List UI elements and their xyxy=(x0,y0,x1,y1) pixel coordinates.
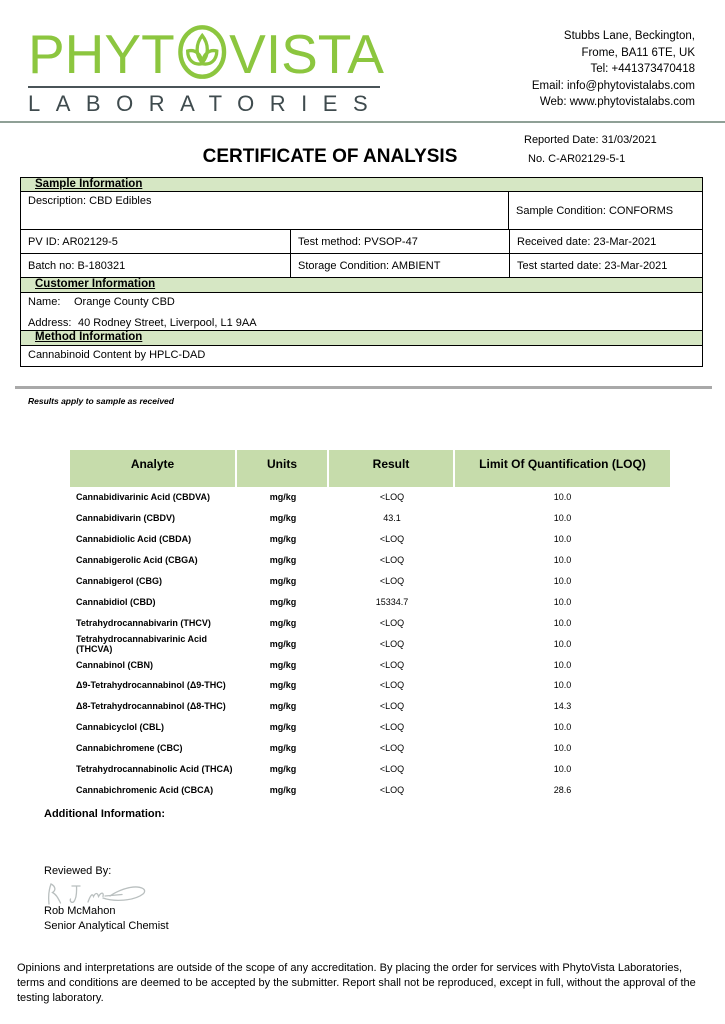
analyte-cell: Cannabidiolic Acid (CBDA) xyxy=(76,534,192,545)
customer-info-header: Customer Information xyxy=(20,278,703,293)
reviewed-by-label: Reviewed By: xyxy=(44,865,112,877)
table-row xyxy=(70,550,670,571)
analyte-cell: Δ9-Tetrahydrocannabinol (Δ9-THC) xyxy=(76,680,226,691)
table-row xyxy=(70,779,670,800)
reviewer-title: Senior Analytical Chemist xyxy=(44,920,169,932)
method-info-header: Method Information xyxy=(20,331,703,346)
table-row xyxy=(20,254,703,278)
table-row xyxy=(70,759,670,780)
analyte-cell: Cannabidiol (CBD) xyxy=(76,596,156,607)
table-row xyxy=(70,654,670,675)
customer-name-label: Name: xyxy=(28,296,61,308)
loq-cell: 10.0 xyxy=(553,534,572,545)
result-cell: <LOQ xyxy=(379,764,405,775)
result-cell: <LOQ xyxy=(379,743,405,754)
result-cell: <LOQ xyxy=(379,555,405,566)
table-row xyxy=(70,529,670,550)
customer-address-line xyxy=(28,317,695,329)
table-row xyxy=(70,508,670,529)
loq-cell: 10.0 xyxy=(553,680,572,691)
units-cell: mg/kg xyxy=(269,492,297,503)
result-cell: <LOQ xyxy=(379,492,405,503)
table-row xyxy=(70,591,670,612)
table-row xyxy=(70,738,670,759)
customer-name: Orange County CBD xyxy=(74,296,175,308)
certificate-number: No. C-AR02129-5-1 xyxy=(528,152,626,165)
units-cell: mg/kg xyxy=(269,617,297,628)
units-cell: mg/kg xyxy=(269,764,297,775)
reported-date: Reported Date: 31/03/2021 xyxy=(524,134,657,146)
result-cell: <LOQ xyxy=(379,617,405,628)
loq-cell: 10.0 xyxy=(553,722,572,733)
logo-subtitle: LABORATORIES xyxy=(28,91,384,116)
units-cell: mg/kg xyxy=(269,534,297,545)
result-cell: <LOQ xyxy=(379,659,405,670)
page-divider xyxy=(0,121,725,123)
loq-cell: 10.0 xyxy=(553,764,572,775)
units-cell: mg/kg xyxy=(269,701,297,712)
loq-cell: 28.6 xyxy=(553,784,572,795)
report-meta xyxy=(524,131,657,168)
sample-condition-cell: Sample Condition: CONFORMS xyxy=(516,204,674,217)
table-row xyxy=(20,192,703,230)
contact-address-line1: Stubbs Lane, Beckington, xyxy=(563,30,695,42)
analyte-cell: Cannabinol (CBN) xyxy=(76,659,153,670)
result-cell: <LOQ xyxy=(379,680,405,691)
method-cell xyxy=(20,346,703,367)
results-table xyxy=(70,450,670,800)
description-cell: Description: CBD Edibles xyxy=(21,192,509,229)
analyte-cell: Δ8-Tetrahydrocannabinol (Δ8-THC) xyxy=(76,701,226,712)
table-row xyxy=(70,717,670,738)
customer-address-label: Address: xyxy=(28,317,72,329)
units-cell: mg/kg xyxy=(269,659,297,670)
analyte-cell: Cannabichromenic Acid (CBCA) xyxy=(76,784,214,795)
logo xyxy=(28,24,384,117)
units-cell: mg/kg xyxy=(269,638,297,649)
result-cell: <LOQ xyxy=(379,701,405,712)
analyte-cell: Cannabigerol (CBG) xyxy=(76,576,163,586)
table-row xyxy=(70,633,670,654)
result-cell: <LOQ xyxy=(379,722,405,733)
loq-cell: 10.0 xyxy=(553,743,572,754)
loq-cell: 10.0 xyxy=(553,638,572,649)
contact-tel: Tel: +441373470418 xyxy=(590,63,695,75)
table-row xyxy=(70,675,670,696)
contact-email: Email: info@phytovistalabs.com xyxy=(531,79,695,92)
customer-address: 40 Rodney Street, Liverpool, L1 9AA xyxy=(78,317,257,329)
result-cell: 15334.7 xyxy=(375,596,409,607)
table-row xyxy=(70,696,670,717)
loq-cell: 10.0 xyxy=(553,617,572,628)
units-cell: mg/kg xyxy=(269,596,297,607)
table-row xyxy=(70,487,670,508)
loq-cell: 10.0 xyxy=(553,659,572,670)
leaf-icon xyxy=(177,24,227,80)
column-header-units: Units xyxy=(237,450,329,487)
result-cell: <LOQ xyxy=(379,576,405,586)
units-cell: mg/kg xyxy=(269,555,297,566)
units-cell: mg/kg xyxy=(269,576,297,586)
analyte-cell: Cannabigerolic Acid (CBGA) xyxy=(76,555,198,566)
contact-block xyxy=(532,28,695,111)
reviewer-name: Rob McMahon xyxy=(44,905,116,917)
units-cell: mg/kg xyxy=(269,680,297,691)
certificate-title: CERTIFICATE OF ANALYSIS xyxy=(202,146,458,167)
test-started-cell: Test started date: 23-Mar-2021 xyxy=(517,259,668,272)
results-note: Results apply to sample as received xyxy=(28,396,174,406)
result-cell: <LOQ xyxy=(379,784,405,795)
result-cell: <LOQ xyxy=(379,534,405,545)
table-row xyxy=(70,571,670,592)
customer-details-cell xyxy=(20,293,703,331)
column-header-loq: Limit Of Quantification (LOQ) xyxy=(455,450,670,487)
units-cell: mg/kg xyxy=(269,513,297,524)
loq-cell: 14.3 xyxy=(553,701,572,712)
results-divider xyxy=(15,386,712,389)
batch-no-cell: Batch no: B-180321 xyxy=(21,254,291,277)
units-cell: mg/kg xyxy=(269,743,297,754)
table-row xyxy=(20,230,703,254)
units-cell: mg/kg xyxy=(269,784,297,795)
contact-web: Web: www.phytovistalabs.com xyxy=(539,96,695,108)
footer-disclaimer: Opinions and interpretations are outside of the scope of any accreditation. By placing the order for services with PhytoVista Laboratories, terms and conditions are deemed to be accepted by the submitter. Report shall not be reproduced, except in full, without the approval of the testing laboratory. xyxy=(17,962,696,1004)
logo-text-post: VISTA xyxy=(229,23,384,85)
loq-cell: 10.0 xyxy=(553,596,572,607)
column-header-analyte: Analyte xyxy=(70,450,237,487)
contact-address-line2: Frome, BA11 6TE, UK xyxy=(581,46,695,59)
analyte-cell: Cannabicyclol (CBL) xyxy=(76,722,165,733)
additional-info-label: Additional Information: xyxy=(44,808,165,820)
loq-cell: 10.0 xyxy=(553,555,572,566)
analyte-cell: Cannabichromene (CBC) xyxy=(76,743,183,754)
analyte-cell: Tetrahydrocannabivarin (THCV) xyxy=(76,617,211,628)
analyte-cell: Cannabidivarinic Acid (CBDVA) xyxy=(76,492,211,503)
results-table-header xyxy=(70,450,670,487)
table-row xyxy=(70,612,670,633)
customer-name-line xyxy=(28,296,695,308)
logo-text-pre: PHYT xyxy=(28,23,175,85)
analyte-cell: Tetrahydrocannabivarinic Acid (THCVA) xyxy=(76,633,208,654)
info-tables xyxy=(20,177,703,367)
method-text: Cannabinoid Content by HPLC-DAD xyxy=(28,349,206,361)
analyte-cell: Cannabidivarin (CBDV) xyxy=(76,513,176,524)
results-table-body xyxy=(70,487,670,800)
logo-divider xyxy=(28,86,380,88)
column-header-result: Result xyxy=(329,450,455,487)
loq-cell: 10.0 xyxy=(553,576,572,586)
pv-id-cell: PV ID: AR02129-5 xyxy=(21,230,291,253)
loq-cell: 10.0 xyxy=(553,513,572,524)
test-method-cell: Test method: PVSOP-47 xyxy=(291,230,510,253)
storage-condition-cell: Storage Condition: AMBIENT xyxy=(291,254,510,277)
analyte-cell: Tetrahydrocannabinolic Acid (THCA) xyxy=(76,764,233,775)
received-date-cell: Received date: 23-Mar-2021 xyxy=(517,235,657,248)
loq-cell: 10.0 xyxy=(553,492,572,503)
result-cell: 43.1 xyxy=(383,513,401,524)
sample-info-header: Sample Information xyxy=(20,177,703,192)
units-cell: mg/kg xyxy=(269,722,297,733)
result-cell: <LOQ xyxy=(379,638,405,649)
logo-wordmark xyxy=(28,24,384,84)
